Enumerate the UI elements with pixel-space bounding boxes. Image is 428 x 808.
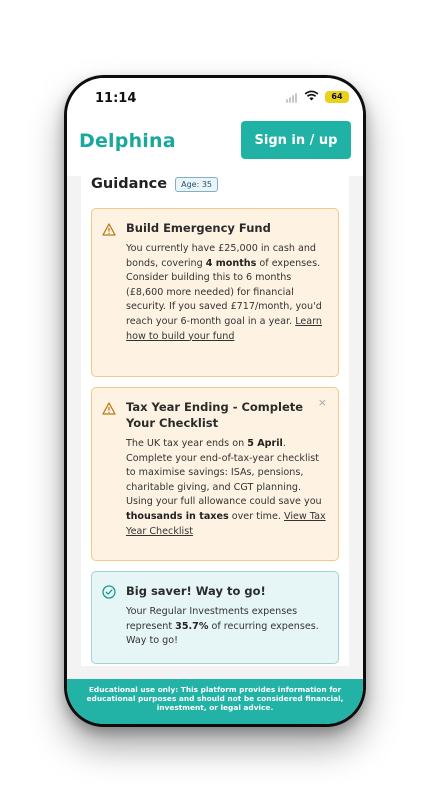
guidance-header (91, 176, 218, 192)
wifi-icon (304, 90, 319, 105)
check-circle-icon (102, 584, 116, 603)
status-time: 11:14 (95, 91, 137, 106)
guidance-panel (81, 166, 349, 666)
phone-frame (64, 75, 366, 727)
emergency-fund-card (91, 208, 339, 377)
signin-button[interactable]: Sign in / up (241, 121, 351, 159)
status-bar (67, 78, 363, 116)
warning-triangle-icon (102, 400, 116, 419)
signal-icon (286, 93, 297, 103)
battery-icon: 64 (325, 91, 349, 103)
card-text: Your Regular Investments expenses represent 35.7% of recurring expenses. Way to go! (126, 606, 319, 647)
learn-fund-link[interactable]: Learn how to build your fund (126, 315, 323, 342)
tax-year-card (91, 387, 339, 561)
guidance-title: Guidance (91, 176, 168, 192)
card-text: You currently have £25,000 in cash and bonds, covering 4 months of expenses. Consider building this to 6 months (£8,600 more needed) for financial security. If you saved £717/month, you'd reach your 6-month goal in a year. Learn how to build your fund (126, 243, 323, 342)
disclaimer-footer: Educational use only: This platform provides information for educational purposes and should not be considered financial, investment, or legal advice. (67, 679, 363, 724)
logo[interactable]: Delphina (79, 130, 176, 152)
card-text: The UK tax year ends on 5 April. Complete your end-of-tax-year checklist to maximise savings: ISAs, pensions, charitable giving, and CGT planning. Using your full allowance could save you thousands in taxes over time. View Tax Year Checklist (126, 438, 326, 537)
screen (67, 78, 363, 724)
card-title: Build Emergency Fund (126, 221, 271, 235)
card-title: Tax Year Ending - Complete Your Checklist (126, 400, 304, 430)
age-badge: Age: 35 (175, 177, 218, 192)
warning-triangle-icon (102, 221, 116, 240)
tax-checklist-link[interactable]: View Tax Year Checklist (126, 510, 326, 537)
close-icon[interactable]: × (317, 396, 327, 409)
card-title: Big saver! Way to go! (126, 584, 266, 598)
big-saver-card (91, 571, 339, 664)
